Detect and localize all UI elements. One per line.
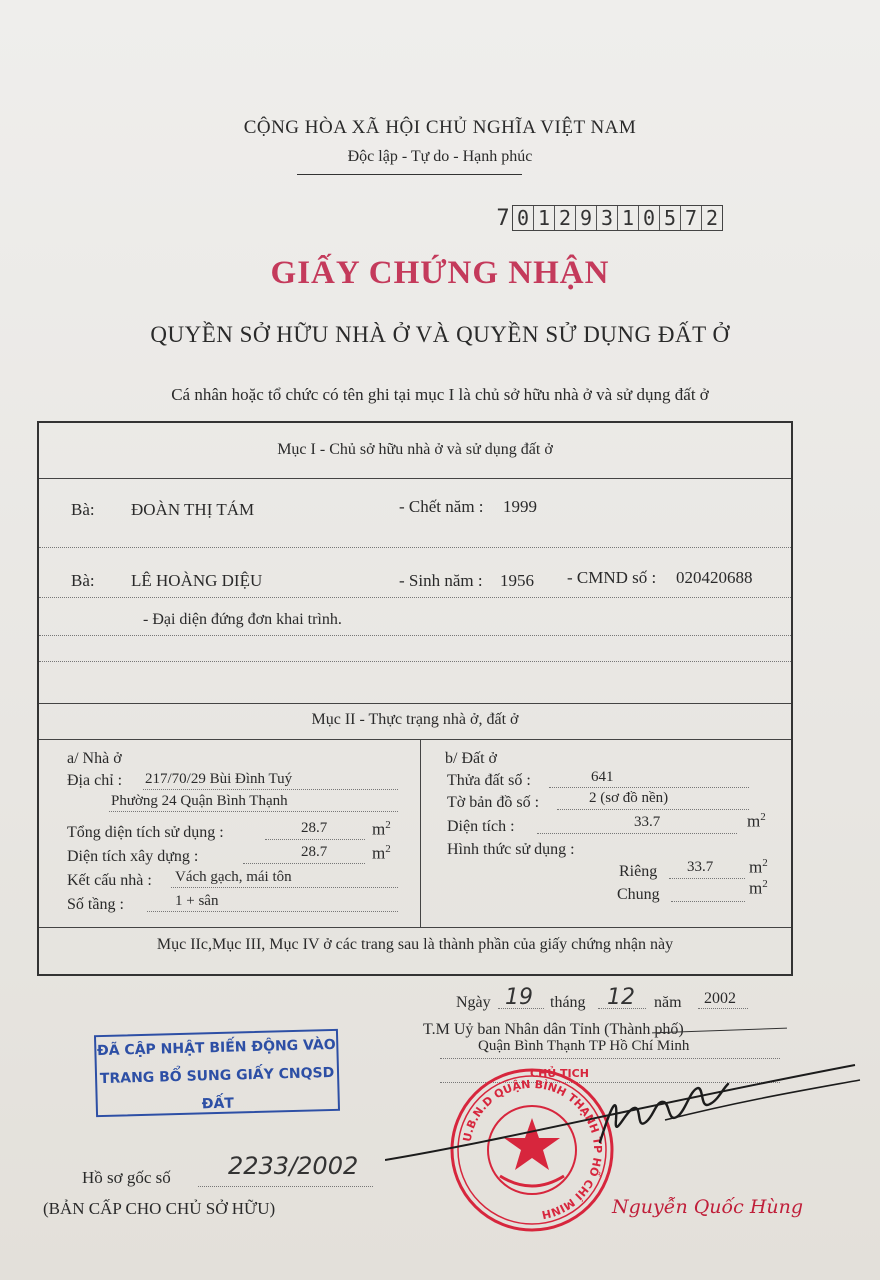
address-line2: Phường 24 Quận Bình Thạnh [111, 793, 288, 809]
intro-text: Cá nhân hoặc tổ chức có tên ghi tại mục I là chủ sở hữu nhà ở và sử dụng đất ở [171, 385, 709, 404]
shared-label: Chung [617, 886, 660, 903]
house-label: a/ Nhà ở [67, 750, 122, 767]
date-year-label: năm [654, 994, 682, 1011]
owner1-name: ĐOÀN THỊ TÁM [131, 500, 255, 519]
copy-note: (BẢN CẤP CHO CHỦ SỞ HỮU) [43, 1199, 276, 1218]
serial-digit: 9 [575, 206, 596, 230]
dotted-line [147, 911, 398, 912]
date-year: 2002 [704, 990, 736, 1007]
area-unit [372, 843, 391, 864]
structure-value: Vách gạch, mái tôn [175, 869, 292, 885]
address-label: Địa chỉ : [67, 772, 123, 789]
dotted-line [243, 863, 365, 864]
dotted-line [39, 547, 791, 548]
dotted-line [537, 833, 737, 834]
serial-number [494, 205, 723, 231]
serial-digit: 3 [596, 206, 617, 230]
land-area-label: Diện tích : [447, 818, 515, 835]
use-form-label: Hình thức sử dụng : [447, 841, 575, 858]
dotted-line [698, 1008, 748, 1009]
divider [39, 927, 791, 928]
serial-digit: 0 [516, 206, 530, 230]
update-stamp-line1: ĐÃ CẬP NHẬT BIẾN ĐỘNG VÀO [96, 1036, 336, 1060]
build-area-label: Diện tích xây dựng : [67, 848, 199, 865]
floors-value: 1 + sân [175, 893, 219, 909]
land-area-value: 33.7 [634, 814, 661, 830]
signature-stroke [385, 1060, 865, 1170]
dotted-line [498, 1008, 544, 1009]
divider [39, 478, 791, 479]
record-label: Hồ sơ gốc số [82, 1168, 171, 1187]
serial-digit: 1 [617, 206, 638, 230]
owner2-birth-year: 1956 [500, 571, 534, 590]
owner2-prefix: Bà: [71, 571, 95, 590]
update-stamp-line2: TRANG BỔ SUNG GIẤY CNQSD ĐẤT [99, 1064, 335, 1113]
serial-first-digit: 7 [496, 205, 510, 231]
unit-m: m [749, 878, 763, 898]
divider [39, 703, 791, 704]
date-day-label: Ngày [456, 994, 491, 1011]
motto-underline [297, 174, 522, 175]
land-label: b/ Đất ở [445, 750, 498, 767]
unit-exponent: 2 [762, 857, 768, 869]
dotted-line [171, 887, 398, 888]
private-value: 33.7 [687, 859, 714, 875]
total-area-label: Tổng diện tích sử dụng : [67, 824, 224, 841]
owner1-prefix: Bà: [71, 500, 95, 519]
address-line1: 217/70/29 Bùi Đình Tuý [145, 771, 293, 787]
serial-digit: 1 [533, 206, 554, 230]
dotted-line [265, 839, 365, 840]
map-value: 2 (sơ đồ nền) [589, 790, 669, 806]
total-area-value: 28.7 [301, 820, 328, 836]
column-divider [420, 739, 421, 927]
document-subtitle: QUYỀN SỞ HỮU NHÀ Ở VÀ QUYỀN SỬ DỤNG ĐẤT Ở [150, 322, 730, 347]
unit-exponent: 2 [762, 878, 768, 890]
structure-label: Kết cấu nhà : [67, 872, 152, 889]
parcel-value: 641 [591, 769, 614, 785]
dotted-line [39, 661, 791, 662]
seal-text: U.B.N.D QUẬN BÌNH THẠNH TP HỒ CHÍ MINH [460, 1077, 605, 1222]
date-day: 19 [505, 985, 533, 1010]
nation-heading: CỘNG HÒA XÃ HỘI CHỦ NGHĨA VIỆT NAM [243, 117, 637, 138]
chair-title: CHỦ TỊCH [530, 1067, 589, 1080]
floors-label: Số tầng : [67, 896, 124, 913]
divider [39, 739, 791, 740]
dotted-line [598, 1008, 646, 1009]
map-label: Tờ bản đồ số : [447, 794, 540, 811]
dotted-line [39, 597, 791, 598]
owner2-name: LÊ HOÀNG DIỆU [131, 571, 263, 590]
certificate-table [37, 421, 793, 976]
dotted-line [669, 878, 745, 879]
record-number: 2233/2002 [228, 1152, 359, 1180]
dotted-line [143, 789, 398, 790]
unit-m: m [749, 857, 763, 877]
unit-m: m [372, 843, 386, 863]
area-unit [749, 857, 768, 878]
section2-heading: Mục II - Thực trạng nhà ở, đất ở [311, 711, 519, 728]
parcel-label: Thửa đất số : [447, 772, 531, 789]
dotted-line [440, 1058, 780, 1059]
area-unit [372, 819, 391, 840]
date-month: 12 [607, 985, 635, 1010]
dotted-line [671, 901, 745, 902]
date-month-label: tháng [550, 994, 586, 1011]
update-stamp [94, 1029, 340, 1117]
private-label: Riêng [619, 863, 658, 880]
authority-line1: T.M Uỷ ban Nhân dân Tỉnh (Thành phố) [423, 1021, 684, 1038]
dotted-line [557, 809, 749, 810]
section1-heading: Mục I - Chủ sở hữu nhà ở và sử dụng đất ở [277, 441, 553, 458]
signer-name: Nguyễn Quốc Hùng [612, 1196, 804, 1218]
area-unit [749, 878, 768, 899]
representative-note: - Đại diện đứng đơn khai trình. [143, 611, 342, 628]
serial-digit: 2 [701, 206, 722, 230]
owner2-id-label: - CMND số : [567, 568, 657, 587]
dotted-line [39, 635, 791, 636]
dotted-line [109, 811, 398, 812]
document-title: GIẤY CHỨNG NHẬN [270, 255, 610, 291]
serial-digit: 2 [554, 206, 575, 230]
authority-line2: Quận Bình Thạnh TP Hồ Chí Minh [478, 1038, 690, 1054]
owner1-death-label: - Chết năm : [399, 497, 484, 516]
serial-digit: 5 [659, 206, 680, 230]
owner1-death-year: 1999 [503, 497, 537, 516]
owner2-id-number: 020420688 [676, 568, 753, 587]
area-unit [747, 811, 766, 832]
unit-exponent: 2 [385, 843, 391, 855]
serial-digit: 0 [638, 206, 659, 230]
motto: Độc lập - Tự do - Hạnh phúc [347, 148, 533, 165]
unit-m: m [372, 819, 386, 839]
serial-digit: 7 [680, 206, 701, 230]
footer-note: Mục IIc,Mục III, Mục IV ở các trang sau là thành phần của giấy chứng nhận này [156, 936, 674, 953]
unit-m: m [747, 811, 761, 831]
unit-exponent: 2 [385, 819, 391, 831]
unit-exponent: 2 [760, 811, 766, 823]
dotted-line [549, 787, 749, 788]
serial-cells [512, 205, 723, 231]
build-area-value: 28.7 [301, 844, 328, 860]
dotted-line [198, 1186, 373, 1187]
owner2-birth-label: - Sinh năm : [399, 571, 483, 590]
